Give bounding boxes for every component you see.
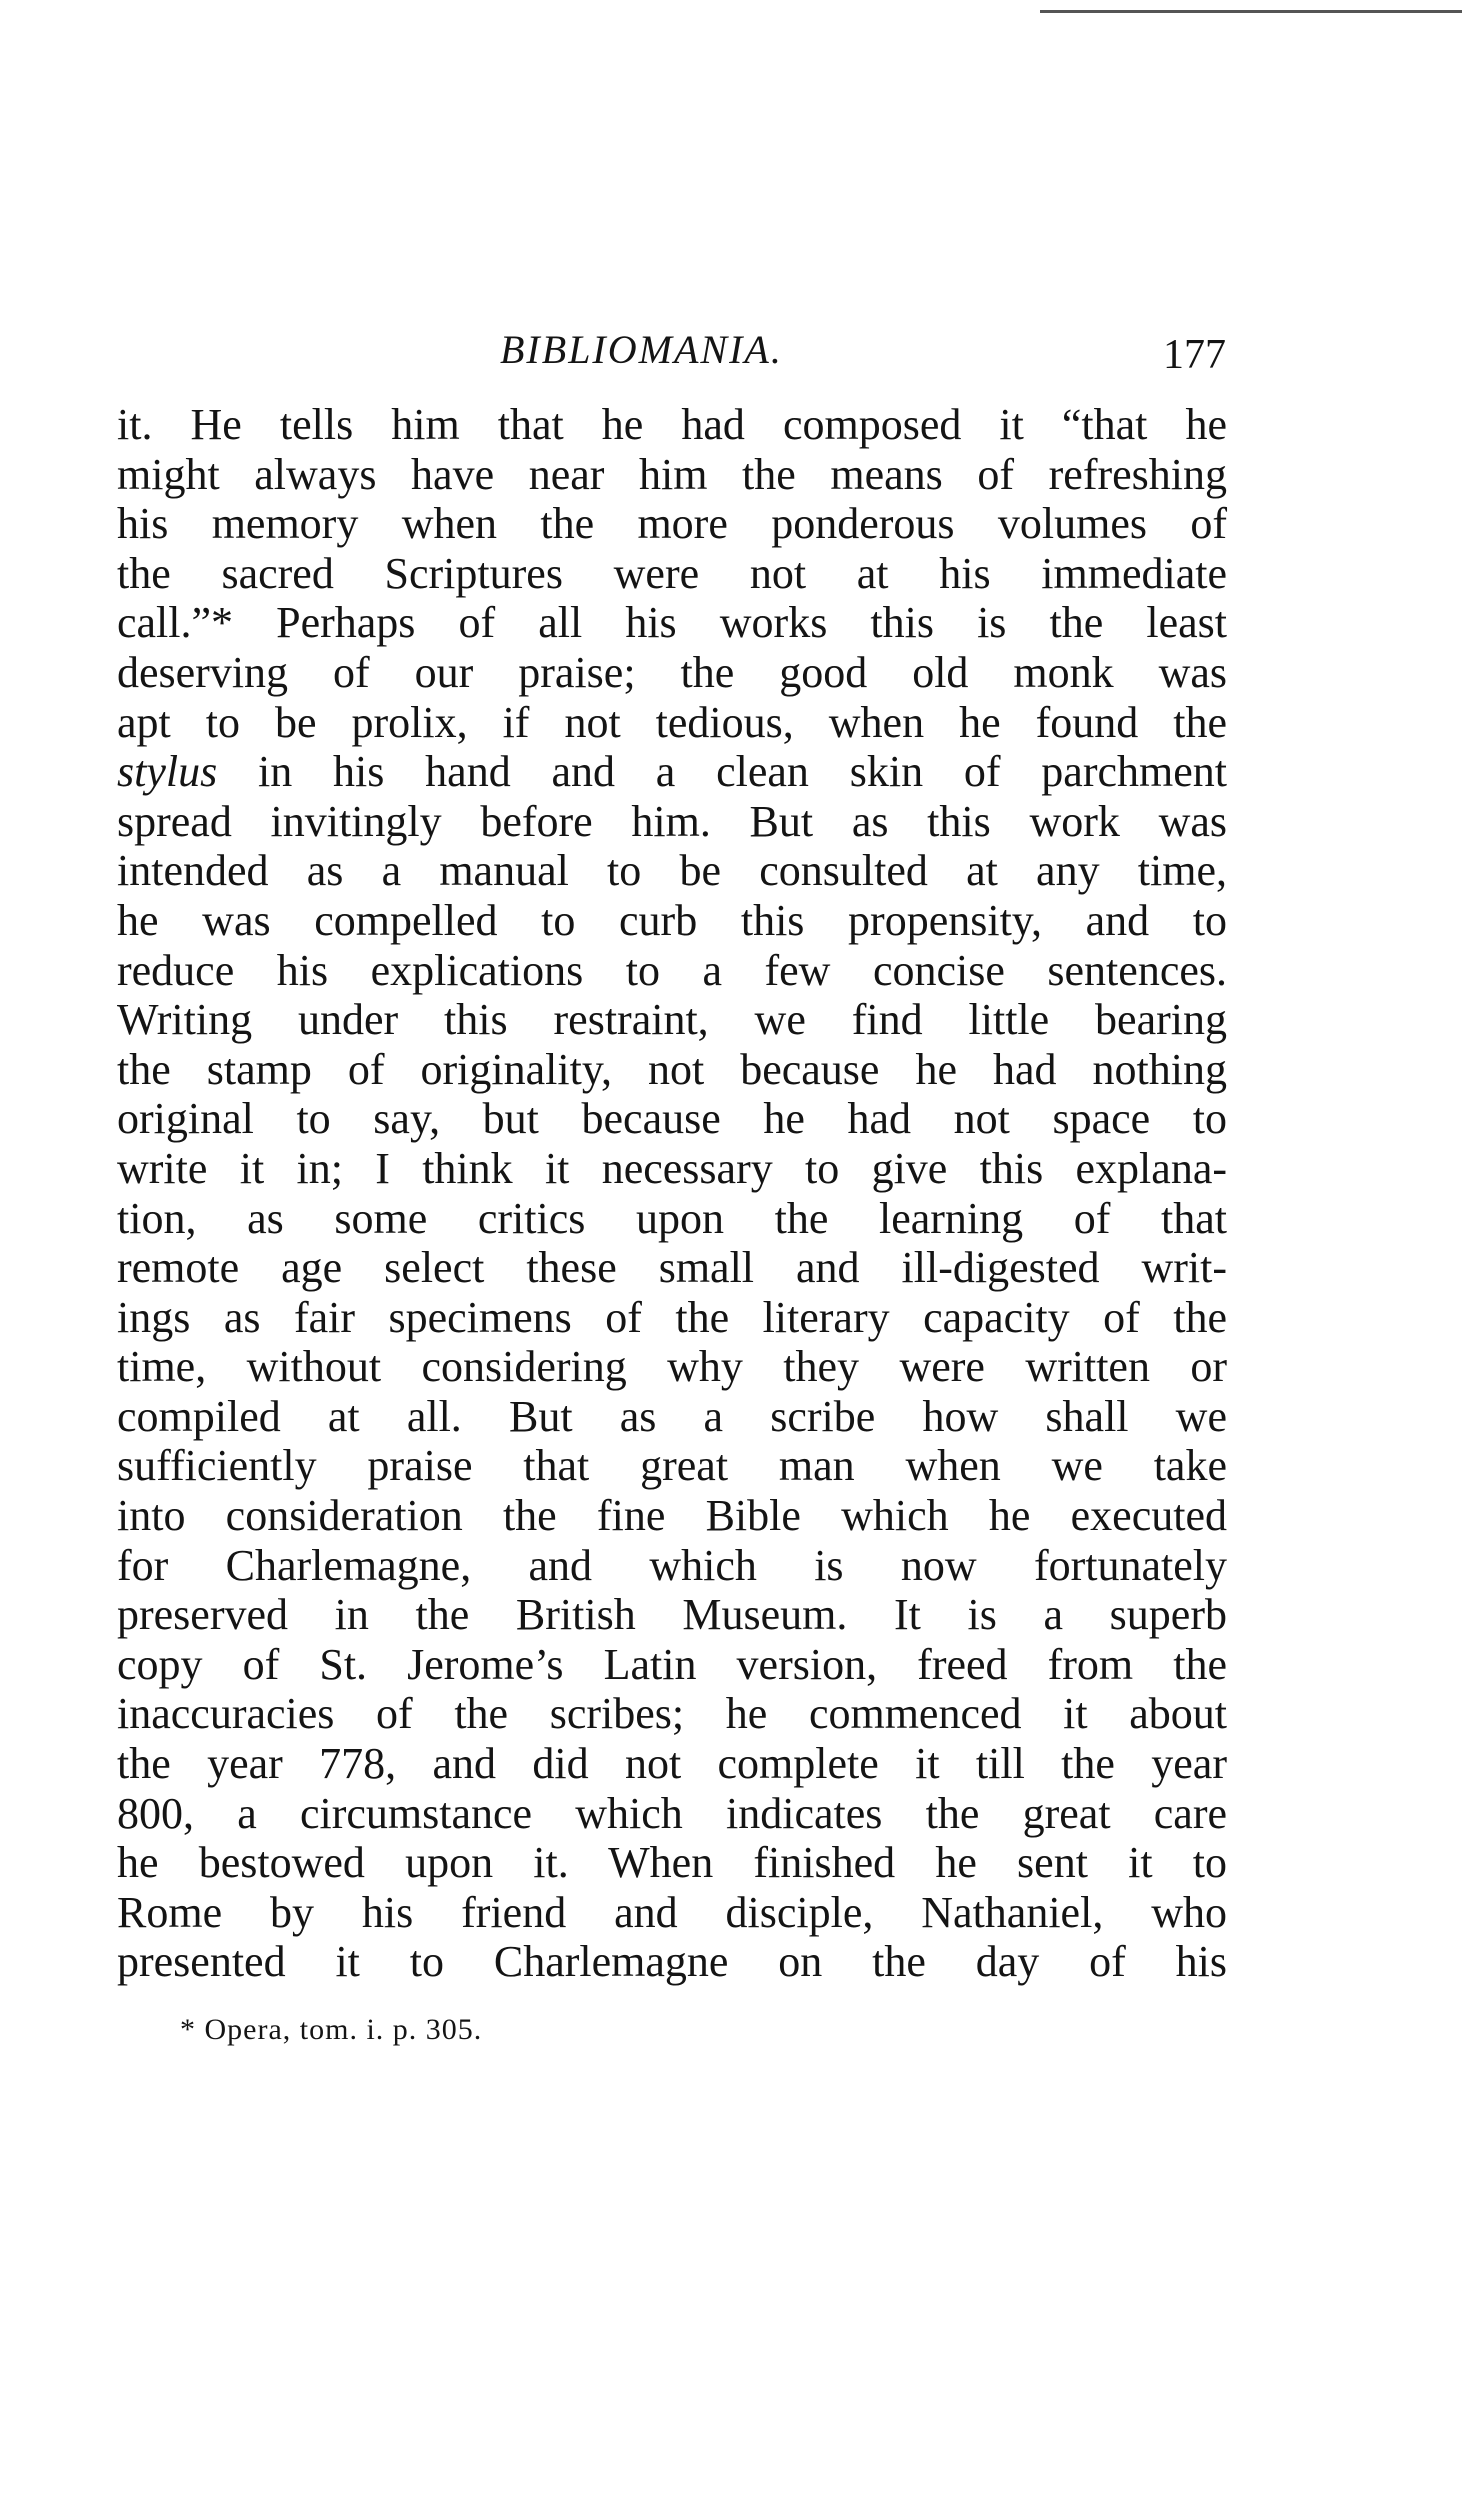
text-line: compiled at all. But as a scribe how shall we xyxy=(117,1391,1227,1441)
text-line: deserving of our praise; the good old monk was xyxy=(117,647,1227,697)
text-line xyxy=(117,747,1227,797)
running-head xyxy=(0,325,1462,385)
text-line: preserved in the British Museum. It is a superb xyxy=(117,1590,1227,1640)
top-edge-rule xyxy=(1040,10,1462,13)
text-line: spread invitingly before him. But as this work was xyxy=(117,796,1227,846)
text-line: might always have near him the means of refreshing xyxy=(117,449,1227,499)
text-line: apt to be prolix, if not tedious, when he found the xyxy=(117,697,1227,747)
text-line: time, without considering why they were written or xyxy=(117,1342,1227,1392)
text-line: he bestowed upon it. When finished he sent it to xyxy=(117,1838,1227,1888)
text-line: for Charlemagne, and which is now fortunately xyxy=(117,1540,1227,1590)
text-line: reduce his explications to a few concise sentences. xyxy=(117,945,1227,995)
text-line: tion, as some critics upon the learning of that xyxy=(117,1193,1227,1243)
text-line: into consideration the fine Bible which he executed xyxy=(117,1491,1227,1541)
text-line: call.”* Perhaps of all his works this is the least xyxy=(117,598,1227,648)
text-line: 800, a circumstance which indicates the great care xyxy=(117,1788,1227,1838)
page-number: 177 xyxy=(1163,332,1226,378)
text-line: sufficiently praise that great man when we take xyxy=(117,1441,1227,1491)
text-line: intended as a manual to be consulted at any time, xyxy=(117,846,1227,896)
text-line: the stamp of originality, not because he had nothing xyxy=(117,1044,1227,1094)
text-line: write it in; I think it necessary to give this explana- xyxy=(117,1143,1227,1193)
body-text xyxy=(117,400,1227,1987)
running-title: BIBLIOMANIA. xyxy=(500,327,783,372)
footnote: * Opera, tom. i. p. 305. xyxy=(180,2013,483,2046)
text-line: Rome by his friend and disciple, Nathaniel, who xyxy=(117,1887,1227,1937)
text-line: he was compelled to curb this propensity, and to xyxy=(117,895,1227,945)
text-line: his memory when the more ponderous volumes of xyxy=(117,499,1227,549)
text-line: presented it to Charlemagne on the day of his xyxy=(117,1937,1227,1987)
text-line: the sacred Scriptures were not at his immediate xyxy=(117,548,1227,598)
text-line: inaccuracies of the scribes; he commenced it about xyxy=(117,1689,1227,1739)
text-line: ings as fair specimens of the literary capacity of the xyxy=(117,1292,1227,1342)
text-line: it. He tells him that he had composed it “that he xyxy=(117,400,1227,449)
italic-word: stylus xyxy=(117,747,218,797)
text-line: remote age select these small and ill-digested writ- xyxy=(117,1243,1227,1293)
text-line: Writing under this restraint, we find little bearing xyxy=(117,995,1227,1045)
text-segment: in his hand and a clean skin of parchment xyxy=(217,747,1227,797)
text-line: the year 778, and did not complete it till the year xyxy=(117,1739,1227,1789)
text-line: copy of St. Jerome’s Latin version, freed from the xyxy=(117,1639,1227,1689)
text-line: original to say, but because he had not space to xyxy=(117,1094,1227,1144)
